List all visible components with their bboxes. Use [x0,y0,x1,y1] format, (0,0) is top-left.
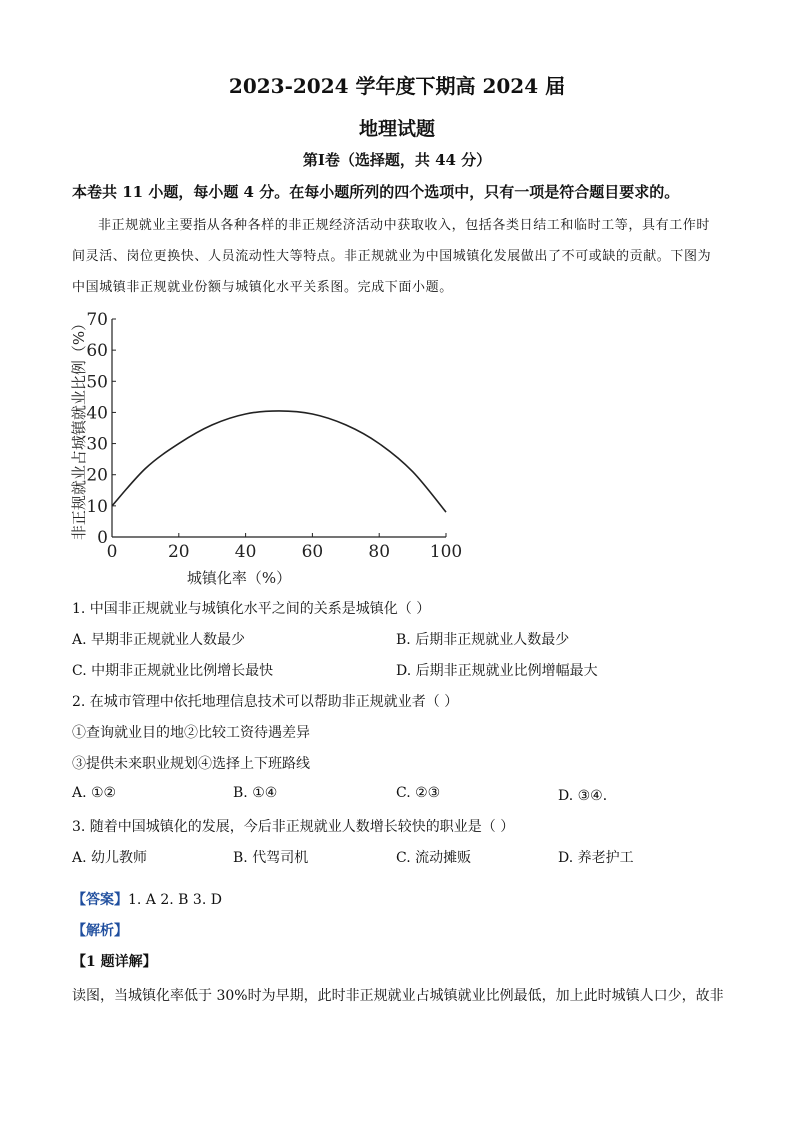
x-tick-label: 40 [234,542,257,562]
informal-employment-curve [112,411,446,512]
y-tick-label: 30 [86,434,108,455]
x-tick-label: 60 [301,542,324,562]
y-axis-label: 非正规就业占城镇就业比例（%） [70,315,88,541]
exam-title: 2023-2024 学年度下期高 2024 届 [228,74,566,98]
reading-passage: 非正规就业主要指从各种各样的非正规经济活动中获取收入，包括各类日结工和临时工等，具有工作时间灵活、岗位更换快、人员流动性大等特点。非正规就业为中国城镇化发展做出了不可或缺的贡献。下图为中国城镇非正规就业份额与城镇化水平关系图。完成下面小题。 [72,218,712,295]
question-2-statements-1: ①查询就业目的地②比较工资待遇差异 [72,725,310,741]
question-2-option-c: C. ②③ [396,785,441,801]
question-3-option-c: C. 流动摊贩 [396,850,472,866]
y-tick-label: 40 [86,403,108,424]
question-3-option-a: A. 幼儿教师 [72,850,148,866]
question-1-stem: 1. 中国非正规就业与城镇化水平之间的关系是城镇化（ ） [72,601,431,617]
urbanization-chart [60,305,480,590]
section-instruction: 本卷共 11 小题，每小题 4 分。在每小题所列的四个选项中，只有一项是符合题目要求的。 [72,183,680,201]
x-tick-label: 80 [368,542,391,562]
x-tick-label: 0 [106,542,118,562]
question-1-option-c: C. 中期非正规就业比例增长最快 [72,663,274,679]
question-2-option-b: B. ①④ [233,785,278,801]
x-tick-label: 100 [429,542,463,562]
y-tick-label: 60 [86,341,108,362]
question-1-detail-label: 【1 题详解】 [72,954,157,970]
y-tick-label: 10 [86,496,108,517]
y-tick-label: 20 [86,465,108,486]
section-title: 第Ⅰ卷（选择题，共 44 分） [302,151,492,169]
question-1-option-d: D. 后期非正规就业比例增幅最大 [396,663,598,679]
question-2-stem: 2. 在城市管理中依托地理信息技术可以帮助非正规就业者（ ） [72,694,459,710]
question-1-option-b: B. 后期非正规就业人数最少 [396,632,570,648]
y-tick-label: 70 [86,310,108,330]
y-tick-label: 50 [86,372,108,393]
chart-axes [112,319,446,537]
question-2-option-d: D. ③④． [558,788,617,804]
question-3-option-b: B. 代驾司机 [233,850,309,866]
question-2-statements-2: ③提供未来职业规划④选择上下班路线 [72,756,310,772]
y-tick-label: 0 [97,528,108,548]
question-3-option-d: D. 养老护工 [558,850,634,866]
answer-label: 【答案】 [72,892,128,908]
question-2-option-a: A. ①② [72,785,117,801]
question-1-option-a: A. 早期非正规就业人数最少 [72,632,246,648]
analysis-label: 【解析】 [72,923,128,939]
answer-line [72,889,222,909]
question-1-detail-text: 读图，当城镇化率低于 30%时为早期，此时非正规就业占城镇就业比例最低，加上此时城镇人口少，故非 [72,988,724,1004]
subject-title: 地理试题 [358,118,435,140]
x-axis-label: 城镇化率（%） [186,569,292,587]
answer-values: 1. A 2. B 3. D [128,892,222,908]
question-3-stem: 3. 随着中国城镇化的发展，今后非正规就业人数增长较快的职业是（ ） [72,819,515,835]
x-tick-label: 20 [167,542,190,562]
